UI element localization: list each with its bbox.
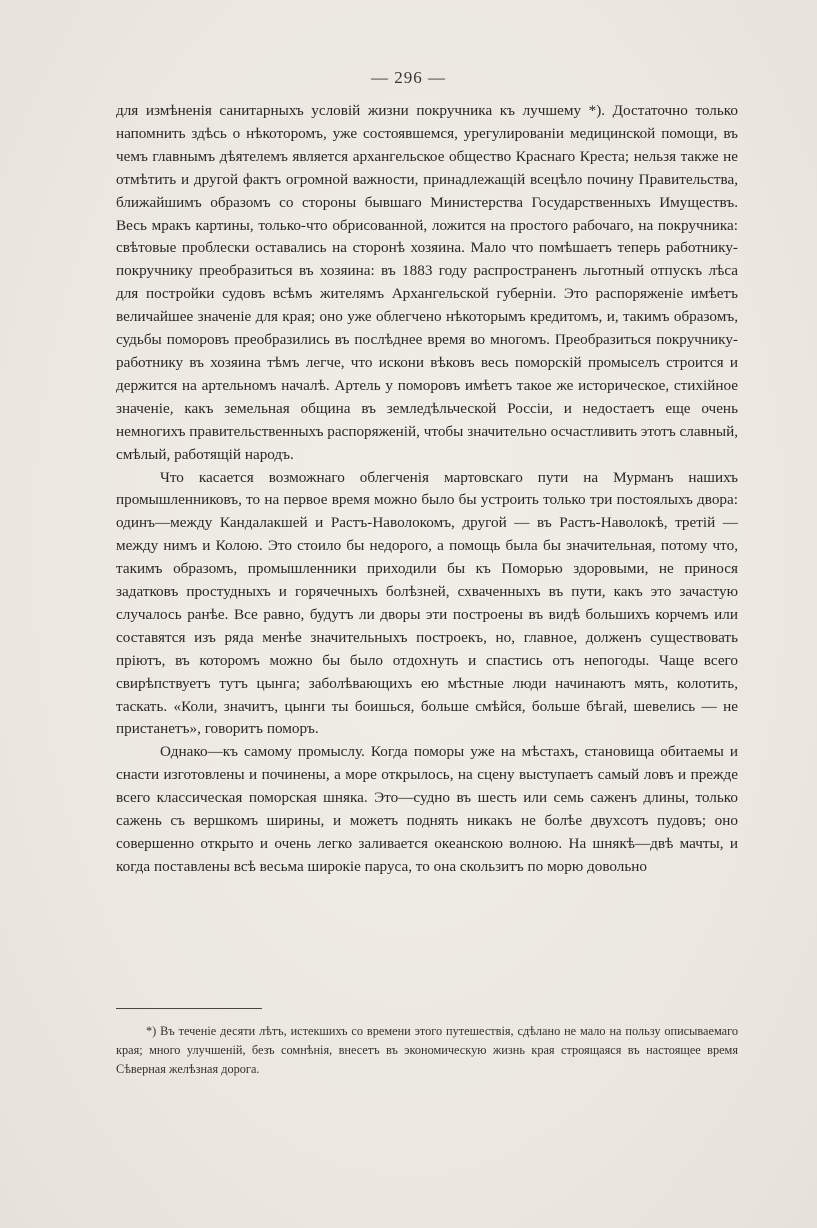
paragraph-1: для измѣненія санитарныхъ условій жизни покручника къ лучшему *). Достаточно только напомнить здѣсь о нѣкоторомъ, уже состоявшемся, урегулированіи медицинской помощи, въ чемъ главнымъ дѣятелемъ является архангельское общество Краснаго Креста; нельзя также не отмѣтить и другой фактъ огромной важности, принадлежащій всецѣло почину Правительства, ближайшимъ образомъ со стороны бывшаго Министерства Государственныхъ Имуществъ. Весь мракъ картины, только-что обрисованной, ложится на простого рабочаго, на покручника: свѣтовые проблески оставались на сторонѣ хозяина. Мало что помѣшаетъ теперь работнику-покручнику преобразиться въ хозяина: въ 1883 году распространенъ льготный отпускъ лѣса для постройки судовъ всѣмъ жителямъ Архангельской губерніи. Это распоряженіе имѣетъ величайшее значеніе для края; оно уже облегчено нѣкоторымъ кредитомъ, и, такимъ образомъ, судьбы поморовъ преобразились въ послѣднее время во многомъ. Преобразиться покручнику-работнику въ хозяина тѣмъ легче, что искони вѣковъ весь поморскій промыселъ строится и держится на артельномъ началѣ. Артель у поморовъ имѣетъ такое же историческое, стихійное значеніе, какъ земельная община въ земледѣльческой Россіи, и недостаетъ еще очень немногихъ правительственныхъ распоряженій, чтобы значительно осчастливить этотъ славный, смѣлый, работящій народъ. [116,102,738,463]
paragraph-3: Однако—къ самому промыслу. Когда поморы уже на мѣстахъ, становища обитаемы и снасти изготовлены и починены, а море открылось, на сцену выступаетъ самый ловъ и прежде всего классическая поморская шняка. Это—судно въ шесть или семь саженъ длины, только сажень съ вершкомъ ширины, и можетъ поднять никакъ не болѣе двухсотъ пудовъ; оно совершенно открыто и очень легко заливается океанскою волною. На шнякѣ—двѣ мачты, и когда поставлены всѣ весьма широкіе паруса, то она скользитъ по морю довольно [116,743,738,875]
footnote-divider [116,1008,262,1009]
paragraph-2: Что касается возможнаго облегченія мартовскаго пути на Мурманъ нашихъ промышленниковъ, то на первое время можно было бы устроить только три постоялыхъ двора: одинъ—между Кандалакшей и Растъ-Наволокомъ, другой — въ Растъ-Наволокѣ, третій — между нимъ и Колою. Это стоило бы недорого, а помощь была бы значительная, потому что, такимъ образомъ, промышленники приходили бы къ Поморью здоровыми, не принося задатковъ простудныхъ и горячечныхъ болѣзней, схваченныхъ въ пути, какъ это зачастую случалось ранѣе. Все равно, будутъ ли дворы эти построены въ видѣ большихъ корчемъ или составятся изъ ряда менѣе значительныхъ построекъ, но, главное, долженъ существовать пріютъ, въ которомъ можно бы было отдохнуть и спастись отъ непогоды. Чаще всего свирѣпствуетъ тутъ цынга; заболѣвающихъ ею мѣстные люди начинаютъ мять, колотить, таскать. «Коли, значитъ, цынги ты боишься, больше смѣйся, больше бѣгай, шевелись — не пристанетъ», говоритъ поморъ. [116,468,738,738]
footnote: *) Въ теченіе десяти лѣтъ, истекшихъ со времени этого путешествія, сдѣлано не мало на пользу описываемаго края; много улучшеній, безъ сомнѣнія, внесетъ въ экономическую жизнь края строящаяся въ настоящее время Сѣверная желѣзная дорога. [116,1024,738,1076]
page-number: — 296 — [371,68,446,87]
main-text [116,100,738,879]
